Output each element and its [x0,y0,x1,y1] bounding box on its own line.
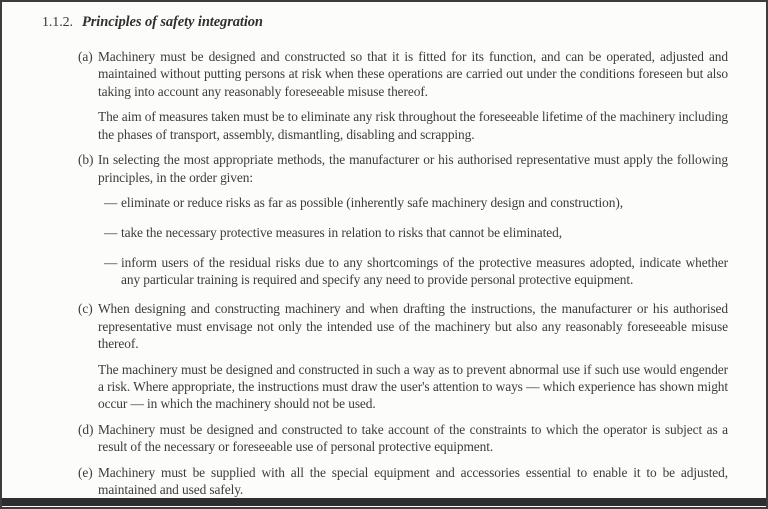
dash-marker: — [104,254,118,270]
dash-item-text: eliminate or reduce risks as far as possible (inherently safe machinery design and construction), [121,195,623,211]
dash-item-text: take the necessary protective measures in relation to risks that cannot be eliminated, [121,225,562,240]
list-item-a [78,48,728,151]
dash-item [104,254,728,288]
paragraph: Machinery must be designed and constructed to take account of the constraints to which the operator is subject as a result of the necessary or foreseeable use of personal protective equipment. [98,421,728,454]
item-marker-e: (e) [78,464,93,480]
dash-marker: — [104,225,118,240]
item-body-a [98,48,728,151]
item-body-b [98,151,728,300]
item-body-c [98,300,728,420]
paragraph: In selecting the most appropriate methods, the manufacturer or his authorised representative must apply the following principles, in the order given: [98,152,728,185]
list-item-c [78,300,728,420]
dash-item [104,224,728,241]
page-content [2,2,766,507]
item-body-d [98,421,728,464]
paragraph: When designing and constructing machinery and when drafting the instructions, the manufacturer or his authorised representative must envisage not only the intended use of the machinery but also any reasonably foreseeable misuse thereof. [98,301,728,351]
list-item-d [78,421,728,464]
paragraph: The aim of measures taken must be to eliminate any risk throughout the foreseeable lifetime of the machinery including the phases of transport, assembly, dismantling, disabling and scrapping. [98,109,729,142]
dash-item [104,194,728,211]
paragraph: Machinery must be designed and constructed so that it is fitted for its function, and can be operated, adjusted and maintained without putting persons at risk when these operations are carried out under the conditions foreseen but also taking into account any reasonably foreseeable misuse thereof. [98,49,728,99]
page-bottom-scan-bar [2,498,766,506]
dash-marker: — [104,195,118,211]
dash-list [104,194,728,288]
list-item-b [78,151,728,300]
section-title: Principles of safety integration [82,14,263,30]
section-heading [42,13,728,31]
paragraph: Machinery must be supplied with all the special equipment and accessories essential to enable it to be adjusted, maintained and used safely. [98,464,728,497]
section-number: 1.1.2. [42,15,73,30]
paragraph: The machinery must be designed and constructed in such a way as to prevent abnormal use if such use would engender a risk. Where appropriate, the instructions must draw the user's attention to ways — which experience has shown might occur — in which the machinery should not be used. [98,361,728,411]
item-marker-c: (c) [78,301,93,317]
dash-item-text: inform users of the residual risks due to any shortcomings of the protective measures adopted, indicate whether any particular training is required and specify any need to provide personal protective equipment. [121,254,728,287]
item-marker-b: (b) [78,152,94,168]
item-marker-d: (d) [78,421,94,437]
item-marker-a: (a) [78,49,93,65]
